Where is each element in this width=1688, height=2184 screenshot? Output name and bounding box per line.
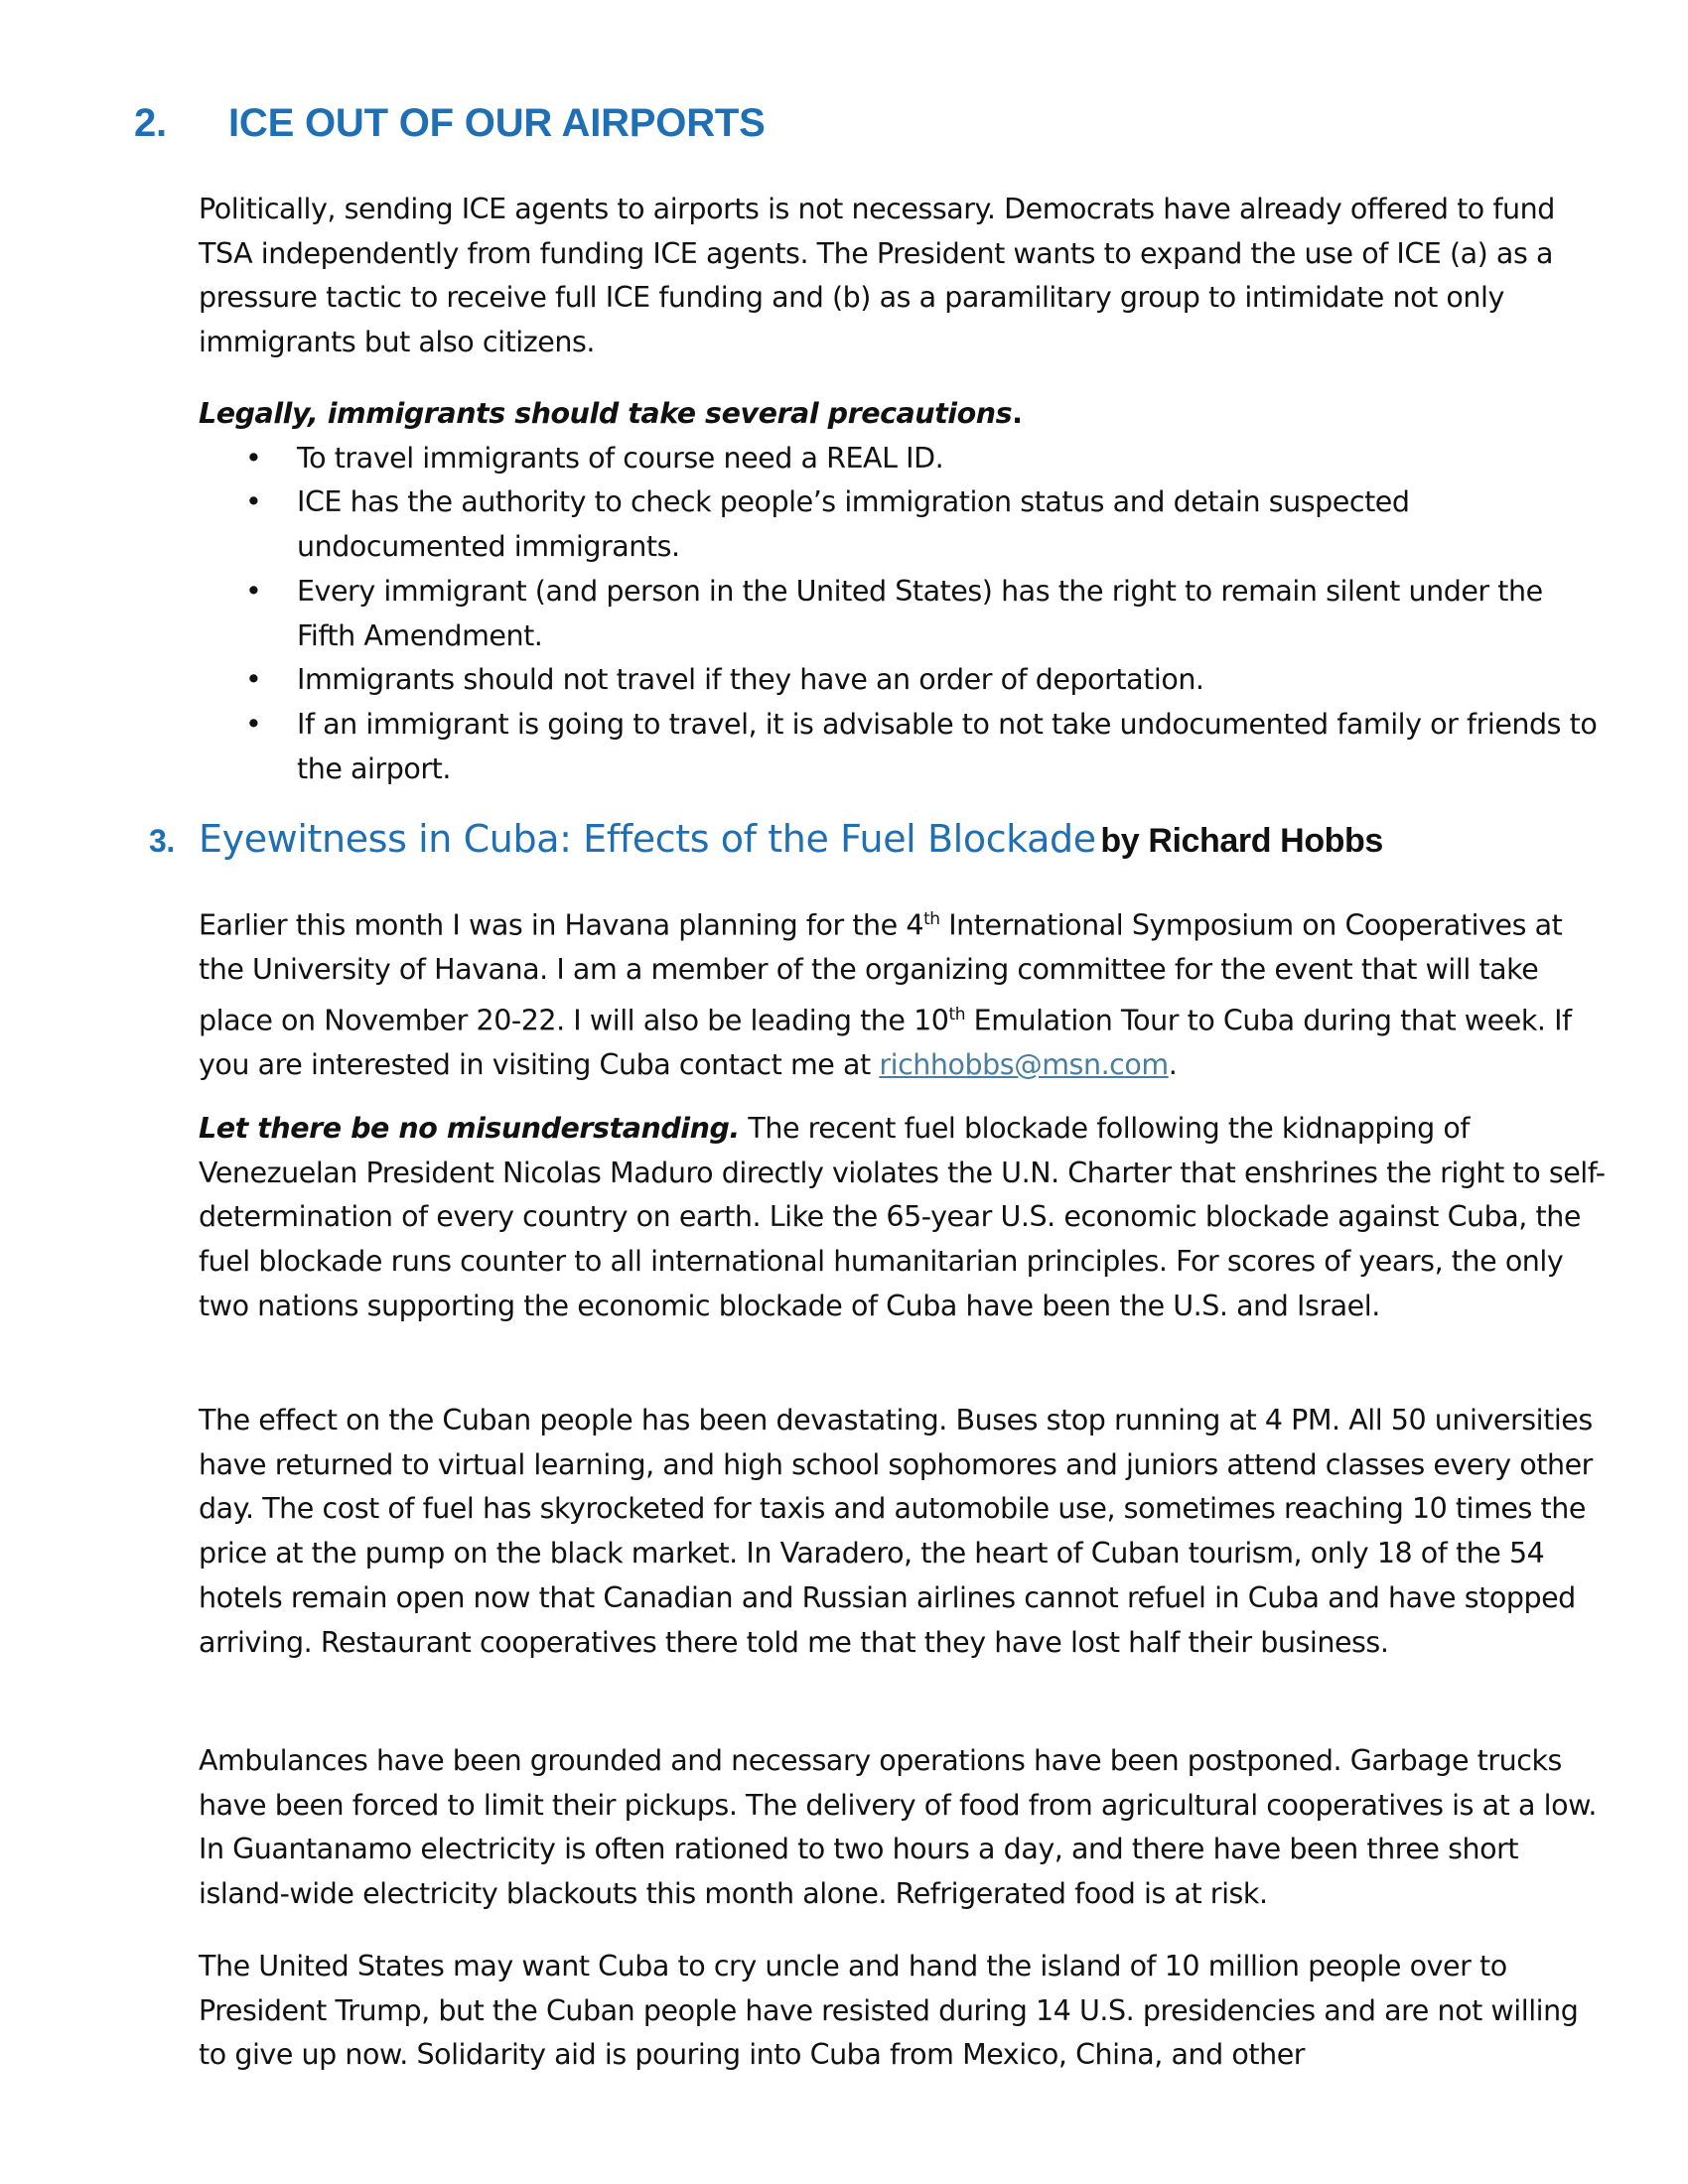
- section-2-paragraph-text: Politically, sending ICE agents to airports is not necessary. Democrats have already offered to fund TSA independently from funding ICE agents. The President wants to expand the use of ICE (a) as a pressure tactic to receive full ICE funding and (b) as a paramilitary group to intimidate not only immigrants but also citizens.: [199, 193, 1555, 359]
- list-item-text: ICE has the authority to check people’s immigration status and detain suspected undocumented immigrants.: [297, 485, 1410, 564]
- paragraph-lead: Let there be no misunderstanding.: [199, 1112, 740, 1145]
- section-2-heading: [134, 101, 766, 146]
- precautions-heading-period: .: [1012, 397, 1023, 430]
- bullet-icon: •: [245, 663, 262, 697]
- section-2-paragraph: [199, 188, 1609, 365]
- precautions-heading-text: Legally, immigrants should take several precautions: [199, 397, 1013, 430]
- bullet-icon: •: [245, 574, 262, 608]
- list-item: [199, 480, 1609, 569]
- list-item: [199, 437, 1609, 481]
- paragraph-text: The United States may want Cuba to cry uncle and hand the island of 10 million people over to President Trump, but the Cuban people have resisted during 14 U.S. presidencies and are not willing to give up now. Solidarity aid is pouring into Cuba from Mexico, China, and other: [199, 1950, 1579, 2072]
- section-2-number: 2.: [134, 101, 167, 145]
- section-3-byline: by Richard Hobbs: [1100, 822, 1383, 860]
- bullet-icon: •: [245, 707, 262, 741]
- paragraph-text: The effect on the Cuban people has been devastating. Buses stop running at 4 PM. All 50 universities have returned to virtual learning, and high school sophomores and juniors attend classes every other day. The cost of fuel has skyrocketed for taxis and automobile use, sometimes reaching 10 times the price at the pump on the black market. In Varadero, the heart of Cuban tourism, only 18 of the 54 hotels remain open now that Canadian and Russian airlines cannot refuel in Cuba and have stopped arriving. Restaurant cooperatives there told me that they have lost half their business.: [199, 1404, 1593, 1659]
- paragraph-text: Ambulances have been grounded and necessary operations have been postponed. Garbage trucks have been forced to limit their pickups. The delivery of food from agricultural cooperatives is at a low. In Guantanamo electricity is often rationed to two hours a day, and there have been three short island-wide electricity blackouts this month alone. Refrigerated food is at risk.: [199, 1744, 1597, 1911]
- ordinal-suffix: th: [923, 909, 940, 929]
- precautions-block: [199, 392, 1609, 791]
- precautions-heading: [199, 392, 1609, 437]
- section-3-paragraph-3: [199, 1399, 1609, 1665]
- section-3-heading: [149, 817, 1383, 861]
- bullet-icon: •: [245, 441, 262, 475]
- bullet-icon: •: [245, 485, 262, 519]
- section-3-title: Eyewitness in Cuba: Effects of the Fuel Blockade: [199, 817, 1096, 861]
- section-2-title: ICE OUT OF OUR AIRPORTS: [228, 101, 766, 145]
- precautions-list: [199, 437, 1609, 792]
- list-item-text: To travel immigrants of course need a REAL ID.: [297, 441, 944, 475]
- list-item-text: Every immigrant (and person in the United States) has the right to remain silent under the Fifth Amendment.: [297, 574, 1543, 652]
- text-run: International Symposium on Cooperatives at the University of Havana. I am a member of the organizing committee for the event that will take place on November 20-22. I will also be leading the 10: [199, 908, 1563, 1037]
- section-3-number: 3.: [149, 823, 175, 859]
- paragraph-text: [199, 1107, 1609, 1329]
- section-3-paragraph-4: [199, 1739, 1609, 1917]
- list-item-text: Immigrants should not travel if they have an order of deportation.: [297, 663, 1204, 697]
- ordinal-suffix: th: [948, 1004, 966, 1024]
- list-item: [199, 703, 1609, 791]
- list-item-text: If an immigrant is going to travel, it is advisable to not take undocumented family or friends to the airport.: [297, 707, 1598, 785]
- text-run: The recent fuel blockade following the kidnapping of Venezuelan President Nicolas Maduro directly violates the U.N. Charter that enshrines the right to self-determination of every country on earth. Like the 65-year U.S. economic blockade against Cuba, the fuel blockade runs counter to all international humanitarian principles. For scores of years, the only two nations supporting the economic blockade of Cuba have been the U.S. and Israel.: [199, 1112, 1606, 1322]
- paragraph-text: [199, 897, 1609, 1088]
- section-3-paragraph-1: [199, 897, 1609, 1088]
- text-run: Emulation Tour to Cuba during that week. If you are interested in visiting Cuba contact me at: [199, 1004, 1572, 1082]
- list-item: [199, 658, 1609, 703]
- section-3-paragraph-2: [199, 1107, 1609, 1329]
- section-3-paragraph-5: [199, 1945, 1609, 2078]
- list-item: [199, 570, 1609, 658]
- text-run: .: [1168, 1048, 1178, 1082]
- text-run: Earlier this month I was in Havana planning for the 4: [199, 908, 924, 942]
- email-link[interactable]: richhobbs@msn.com: [879, 1048, 1169, 1082]
